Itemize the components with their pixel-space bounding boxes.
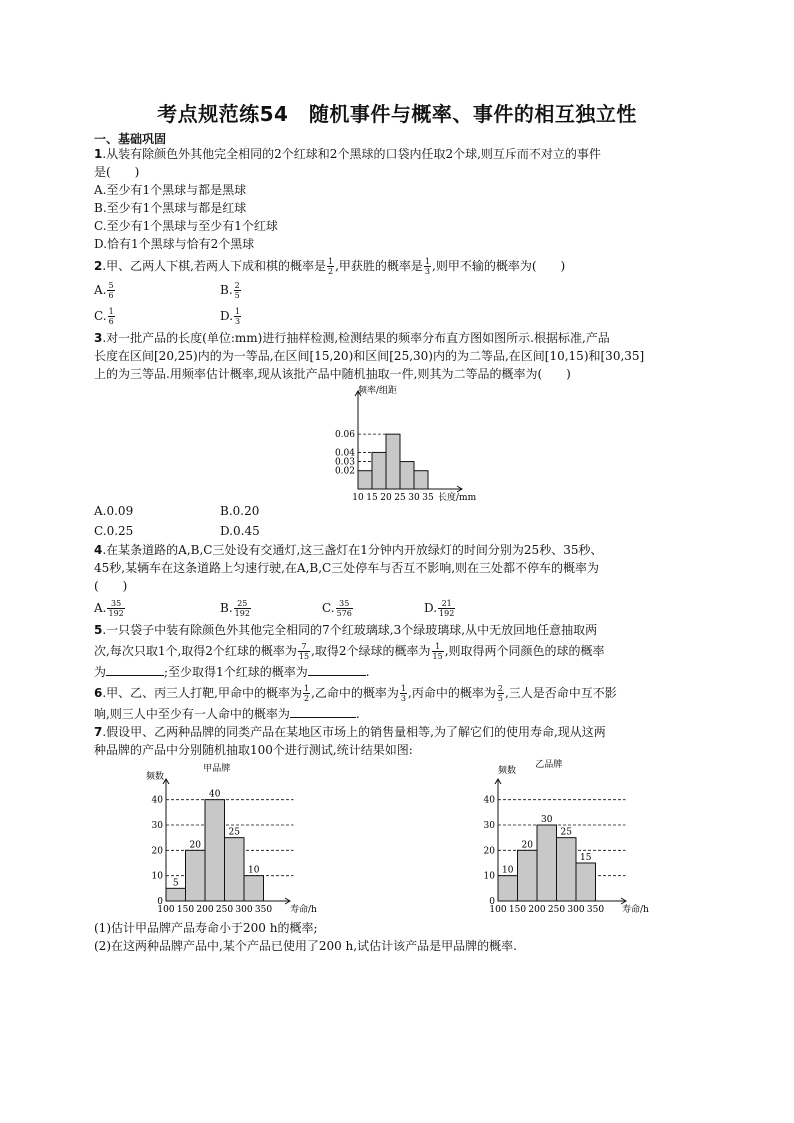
question-number: 2 (94, 259, 103, 273)
x-tick-label: 250 (215, 905, 234, 915)
histogram-bar (557, 838, 577, 901)
x-axis-label: 寿命/h (622, 905, 649, 915)
question-text: 种品牌的产品中分别随机抽取100个进行测试,统计结果如图: (94, 743, 413, 757)
fraction: $\frac{1}{2}$ (304, 684, 310, 703)
question-text: . (355, 707, 360, 721)
histogram-bar (576, 863, 596, 901)
fraction: $\frac{1}{3}$ (400, 684, 407, 703)
question-1 (94, 145, 694, 253)
question-text: ,则甲不输的概率为( ) (432, 259, 566, 273)
y-tick-label: 0.06 (334, 430, 355, 441)
question-text: ,三人是否命中互不影 (504, 686, 617, 700)
option: A. $\frac{35}{192}$ (94, 599, 124, 618)
x-tick-label: 25 (394, 493, 406, 501)
page-title: 考点规范练54 随机事件与概率、事件的相互独立性 (157, 102, 637, 126)
answer-blank[interactable] (106, 663, 164, 676)
chart-title: 甲品牌 (203, 764, 231, 774)
option: B.0.20 (220, 504, 260, 518)
y-axis-label: 频数 (146, 772, 165, 782)
y-tick-label: 20 (483, 846, 495, 857)
x-tick-label: 100 (157, 905, 175, 915)
y-tick-label: 0.03 (334, 457, 355, 468)
option: A. $\frac{5}{6}$ (94, 281, 114, 300)
histogram-bar (414, 471, 428, 489)
question-text: ,甲获胜的概率是 (335, 259, 423, 273)
y-tick-label: 40 (151, 795, 163, 806)
histogram-bar (205, 800, 225, 901)
question-text: 为 (94, 665, 107, 679)
x-tick-label: 10 (352, 493, 364, 501)
question-text: .甲、乙、丙三人打靶,甲命中的概率为 (102, 686, 302, 700)
histogram-bar (386, 434, 400, 489)
option: D.恰有1个黑球与恰有2个黑球 (94, 237, 255, 251)
y-tick-label: 20 (151, 846, 163, 857)
brand-b-histogram (470, 759, 670, 919)
histogram-bar (225, 838, 245, 901)
sub-question-2: (2)在这两种品牌产品中,某个产品已使用了200 h,试估计该产品是甲品牌的概率. (94, 939, 517, 953)
x-axis-label: 寿命/h (290, 905, 317, 915)
question-text: ( ) (94, 579, 128, 593)
x-tick-label: 150 (508, 905, 527, 915)
histogram-bar (498, 876, 518, 901)
frequency-histogram (94, 383, 694, 501)
fraction: $\frac{1}{3}$ (424, 257, 431, 276)
y-axis-label: 频率/组距 (358, 386, 398, 396)
x-tick-label: 300 (235, 905, 253, 915)
question-text: ;至少取得1个红球的概率为 (164, 665, 308, 679)
option: B. $\frac{25}{192}$ (220, 599, 250, 618)
histogram-bar (537, 825, 557, 901)
question-text: ,则取得两个同颜色的球的概率 (444, 644, 605, 658)
fraction: $\frac{1}{2}$ (328, 257, 334, 276)
y-tick-label: 0 (489, 897, 495, 907)
question-list (94, 145, 694, 955)
histogram-bar (244, 876, 264, 901)
question-text: .甲、乙两人下棋,若两人下成和棋的概率是 (102, 259, 326, 273)
answer-blank[interactable] (308, 663, 366, 676)
bar-value-label: 25 (560, 827, 572, 838)
histogram-bar (186, 850, 206, 901)
option: A.至少有1个黑球与都是黑球 (94, 183, 247, 197)
question-text: ,乙命中的概率为 (311, 686, 399, 700)
histogram-bar (358, 471, 372, 489)
x-tick-label: 250 (547, 905, 566, 915)
question-2 (94, 255, 694, 329)
bar-value-label: 20 (521, 840, 533, 851)
question-text: .在某条道路的A,B,C三处设有交通灯,这三盏灯在1分钟内开放绿灯的时间分别为25秒、35秒、 (102, 543, 603, 557)
bar-value-label: 10 (248, 865, 260, 876)
option: D. $\frac{1}{3}$ (220, 307, 241, 326)
bar-value-label: 10 (502, 865, 514, 876)
option: D.0.45 (220, 524, 260, 538)
question-text: 是( ) (94, 165, 140, 179)
x-tick-label: 200 (196, 905, 214, 915)
chart-title: 乙品牌 (535, 760, 563, 770)
question-4 (94, 541, 694, 621)
question-number: 1 (94, 147, 103, 161)
question-text: 45秒,某辆车在这条道路上匀速行驶,在A,B,C三处停车与否互不影响,则在三处都不停车的概率为 (94, 561, 600, 575)
x-tick-label: 350 (254, 905, 273, 915)
question-text: .假设甲、乙两种品牌的同类产品在某地区市场上的销售量相等,为了解它们的使用寿命,现从这两 (102, 725, 606, 739)
option: B. $\frac{2}{5}$ (220, 281, 240, 300)
question-number: 5 (94, 623, 103, 637)
question-7 (94, 723, 694, 955)
bar-value-label: 20 (189, 840, 201, 851)
x-axis-label: 长度/mm (438, 493, 477, 501)
question-text: 响,则三人中至少有一人命中的概率为 (94, 707, 290, 721)
fraction: $\frac{7}{15}$ (298, 642, 310, 661)
question-text: .对一批产品的长度(单位:mm)进行抽样检测,检测结果的频率分布直方图如图所示.根据标准,产品 (102, 331, 610, 345)
y-tick-label: 0.04 (334, 448, 355, 459)
question-text: ,取得2个绿球的概率为 (311, 644, 431, 658)
y-tick-label: 30 (483, 821, 495, 831)
question-number: 6 (94, 686, 103, 700)
y-tick-label: 40 (483, 795, 495, 806)
option: C.0.25 (94, 524, 134, 538)
option: C. $\frac{35}{576}$ (322, 599, 352, 618)
section-heading: 一、基础巩固 (94, 132, 167, 146)
question-number: 7 (94, 725, 103, 739)
bar-value-label: 40 (209, 789, 221, 800)
y-tick-label: 0 (157, 897, 163, 907)
question-text: .从装有除颜色外其他完全相同的2个红球和2个黑球的口袋内任取2个球,则互斥而不对立的事件 (102, 147, 601, 161)
x-tick-label: 350 (586, 905, 605, 915)
option: A.0.09 (94, 504, 134, 518)
bar-value-label: 15 (580, 853, 592, 863)
option: B.至少有1个黑球与都是红球 (94, 201, 247, 215)
answer-blank[interactable] (290, 705, 356, 718)
question-text: 长度在区间[20,25)内的为一等品,在区间[15,20)和区间[25,30)内的为二等品,在区间[10,15)和[30,35] (94, 349, 645, 363)
x-tick-label: 35 (422, 493, 434, 501)
histogram-bar (166, 888, 186, 901)
bar-value-label: 5 (172, 878, 179, 889)
sub-question-1: (1)估计甲品牌产品寿命小于200 h的概率; (94, 921, 318, 935)
brand-histograms (94, 759, 694, 919)
question-text: . (365, 665, 370, 679)
question-number: 4 (94, 543, 103, 557)
x-tick-label: 20 (380, 493, 392, 501)
x-tick-label: 15 (366, 493, 378, 501)
question-text: 上的为三等品.用频率估计概率,现从该批产品中随机抽取一件,则其为二等品的概率为( ) (94, 367, 571, 381)
question-text: .一只袋子中装有除颜色外其他完全相同的7个红玻璃球,3个绿玻璃球,从中无放回地任意抽取两 (102, 623, 598, 637)
question-text: ,丙命中的概率为 (408, 686, 496, 700)
y-axis-label: 频数 (498, 766, 517, 776)
option: C. $\frac{1}{6}$ (94, 307, 114, 326)
option: C.至少有1个黑球与至少有1个红球 (94, 219, 278, 233)
histogram-bar (372, 452, 386, 489)
histogram-bar (400, 462, 414, 489)
x-tick-label: 200 (528, 905, 546, 915)
y-tick-label: 10 (151, 871, 163, 882)
question-3 (94, 329, 694, 541)
fraction: $\frac{1}{15}$ (432, 642, 443, 661)
question-number: 3 (94, 331, 103, 345)
x-tick-label: 150 (176, 905, 195, 915)
x-tick-label: 300 (567, 905, 585, 915)
brand-a-histogram (138, 759, 338, 919)
histogram-svg (94, 383, 694, 501)
option: D. $\frac{21}{192}$ (424, 599, 455, 618)
x-tick-label: 30 (408, 493, 420, 501)
fraction: $\frac{2}{5}$ (497, 684, 503, 703)
y-tick-label: 0.02 (334, 466, 355, 477)
histogram-bar (518, 850, 538, 901)
question-6 (94, 681, 694, 723)
bar-value-label: 30 (541, 815, 553, 825)
question-5 (94, 621, 694, 681)
y-tick-label: 10 (483, 871, 495, 882)
x-tick-label: 100 (489, 905, 507, 915)
question-text: 次,每次只取1个,取得2个红球的概率为 (94, 644, 297, 658)
bar-value-label: 25 (228, 827, 240, 838)
y-tick-label: 30 (151, 821, 163, 831)
